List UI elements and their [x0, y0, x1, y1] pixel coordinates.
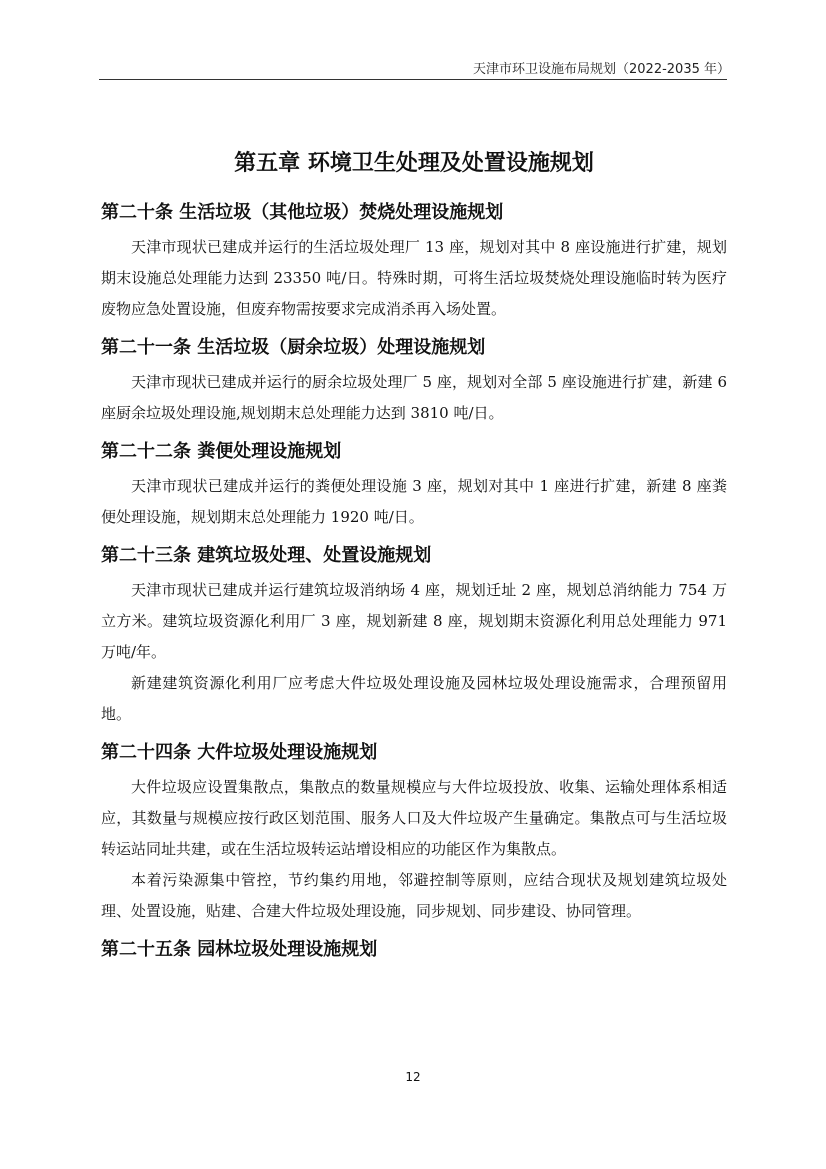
chapter-title: 第五章 环境卫生处理及处置设施规划 — [234, 151, 594, 176]
section-20 — [101, 198, 727, 325]
section-heading: 第二十三条 建筑垃圾处理、处置设施规划 — [101, 545, 432, 566]
paragraph: 新建建筑资源化利用厂应考虑大件垃圾处理设施及园林垃圾处理设施需求，合理预留用地。 — [101, 674, 727, 723]
header-rule — [99, 79, 727, 80]
section-24 — [101, 738, 727, 927]
section-heading: 第二十五条 园林垃圾处理设施规划 — [101, 939, 378, 960]
section-heading: 第二十条 生活垃圾（其他垃圾）焚烧处理设施规划 — [101, 202, 504, 223]
section-22 — [101, 437, 727, 533]
section-heading: 第二十四条 大件垃圾处理设施规划 — [101, 742, 378, 763]
section-heading: 第二十二条 粪便处理设施规划 — [101, 441, 342, 462]
section-25 — [101, 935, 727, 965]
paragraph: 大件垃圾应设置集散点，集散点的数量规模应与大件垃圾投放、收集、运输处理体系相适应，其数量与规模应按行政区划范围、服务人口及大件垃圾产生量确定。集散点可与生活垃圾转运站同址共建，或在生活垃圾转运站增设相应的功能区作为集散点。 — [101, 778, 727, 858]
paragraph: 天津市现状已建成并运行的生活垃圾处理厂 13 座，规划对其中 8 座设施进行扩建，规划期末设施总处理能力达到 23350 吨/日。特殊时期，可将生活垃圾焚烧处理设施临时转为医疗废物应急处置设施，但废弃物需按要求完成消杀再入场处置。 — [101, 238, 727, 318]
section-heading: 第二十一条 生活垃圾（厨余垃圾）处理设施规划 — [101, 337, 486, 358]
running-header: 天津市环卫设施布局规划（2022-2035 年） — [473, 62, 730, 77]
paragraph: 天津市现状已建成并运行的厨余垃圾处理厂 5 座，规划对全部 5 座设施进行扩建，新建 6 座厨余垃圾处理设施,规划期末总处理能力达到 3810 吨/日。 — [101, 373, 727, 422]
paragraph: 天津市现状已建成并运行的粪便处理设施 3 座，规划对其中 1 座进行扩建，新建 8 座粪便处理设施，规划期末总处理能力 1920 吨/日。 — [101, 477, 727, 526]
page-number: 12 — [405, 1070, 421, 1084]
section-23 — [101, 541, 727, 730]
paragraph: 天津市现状已建成并运行建筑垃圾消纳场 4 座，规划迁址 2 座，规划总消纳能力 754 万立方米。建筑垃圾资源化利用厂 3 座，规划新建 8 座，规划期末资源化利用总处理能力 971 万吨/年。 — [101, 581, 727, 661]
section-21 — [101, 333, 727, 429]
paragraph: 本着污染源集中管控，节约集约用地，邻避控制等原则，应结合现状及规划建筑垃圾处理、处置设施，贴建、合建大件垃圾处理设施，同步规划、同步建设、协同管理。 — [101, 871, 727, 920]
page-content — [101, 148, 727, 969]
